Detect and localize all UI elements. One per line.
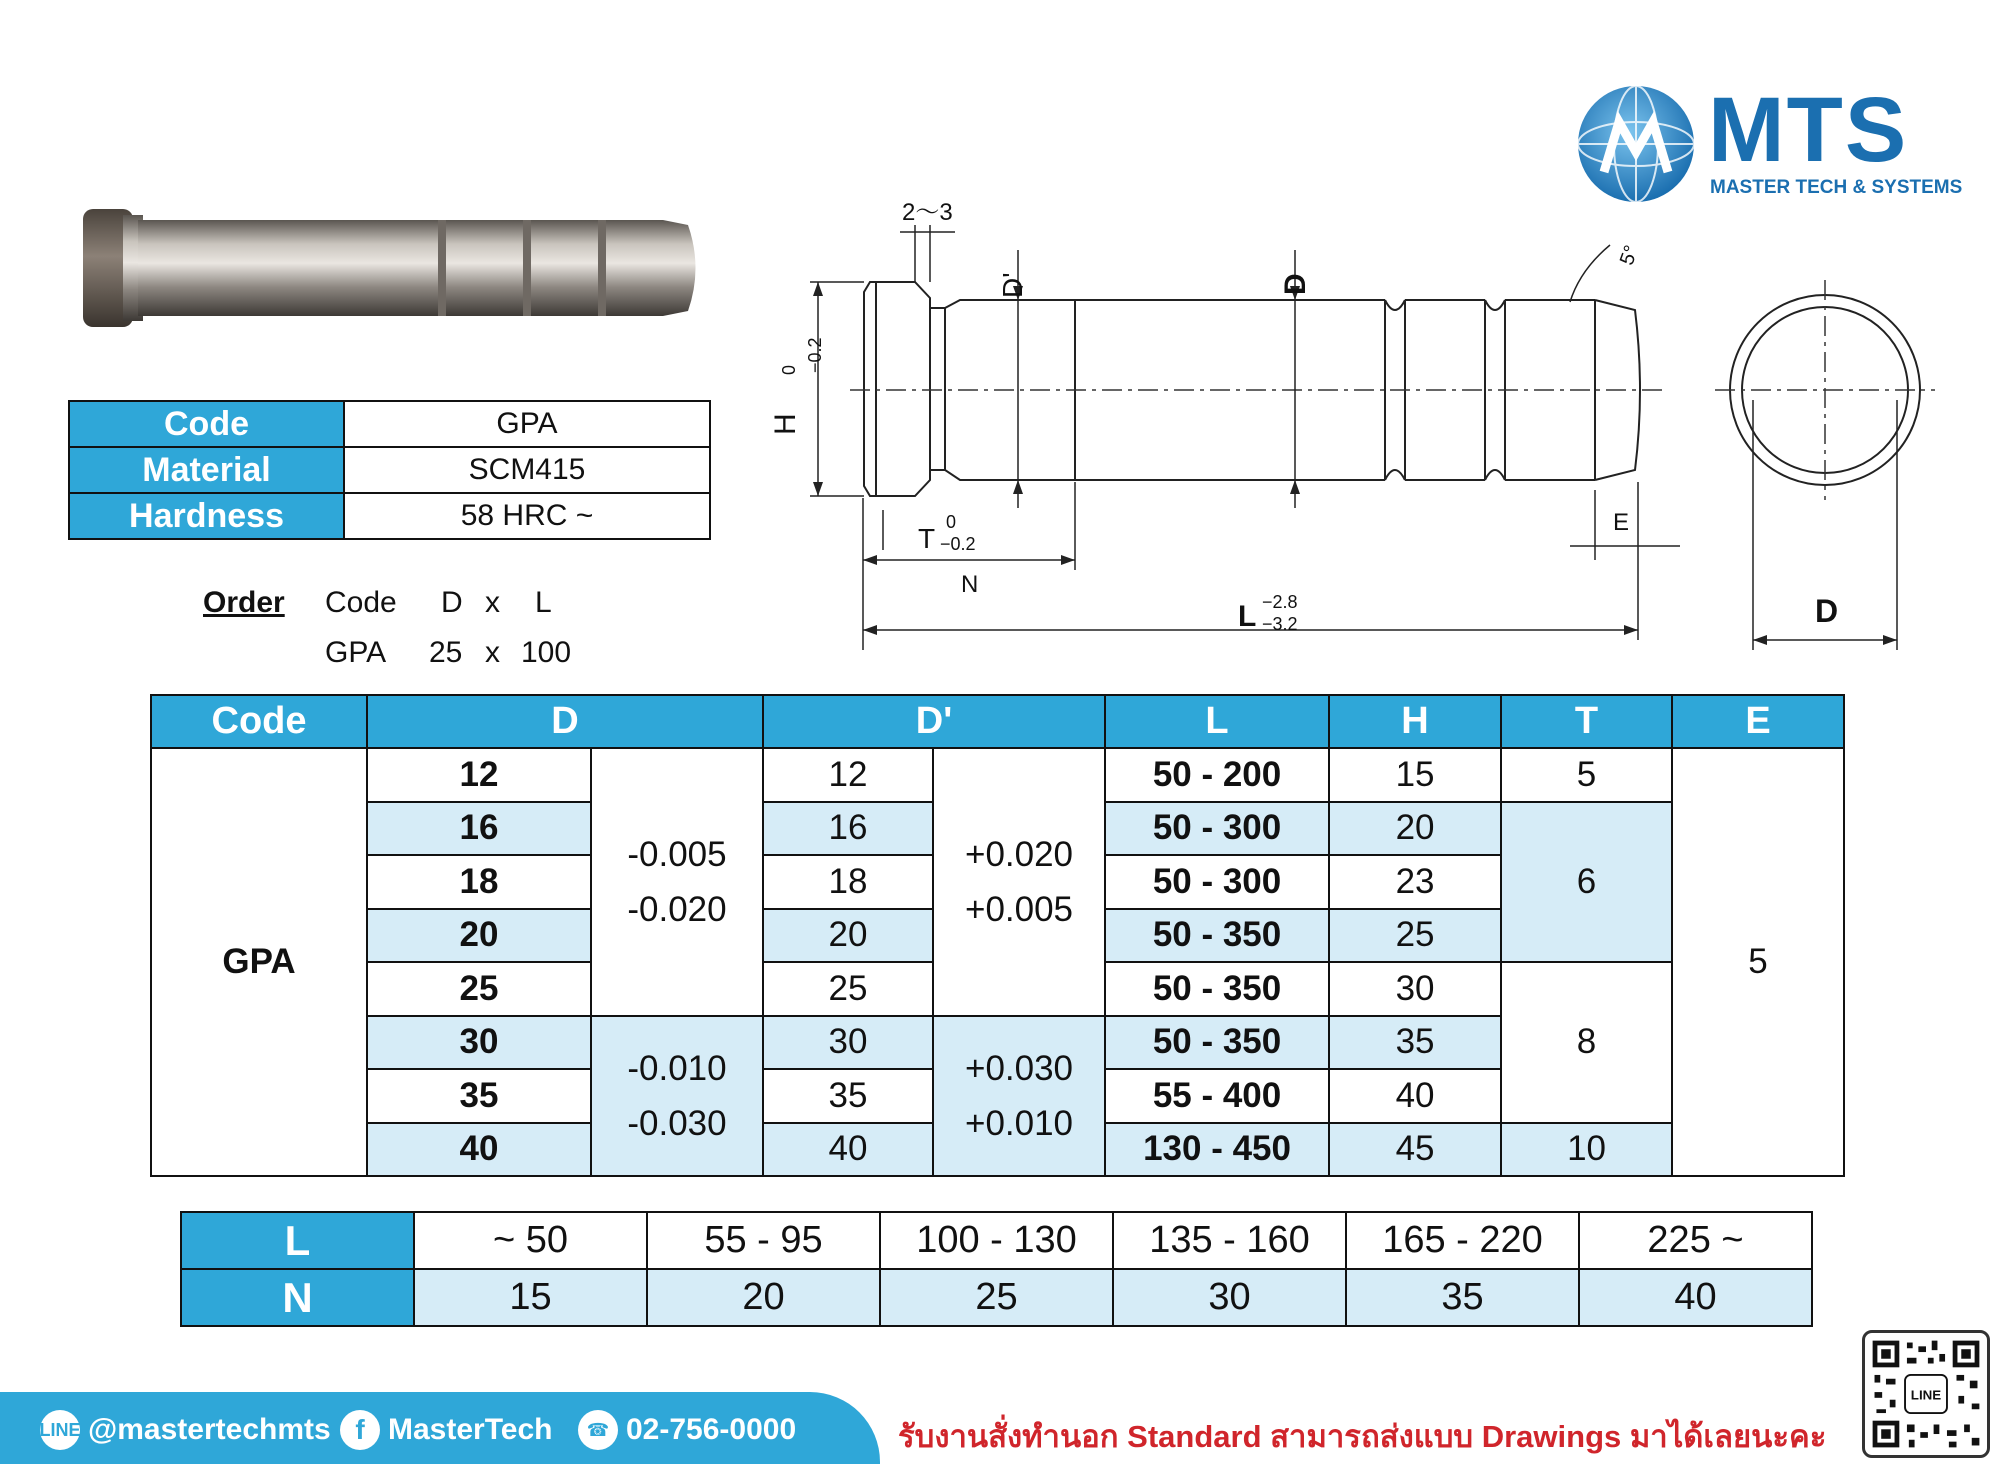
spec-label: Material [69,447,344,493]
d-prime-cell: 16 [763,802,933,856]
order-header-l: L [535,586,552,619]
dim-d-prime: D' [997,272,1028,298]
facebook-name: MasterTech [388,1413,553,1446]
dimension-table [150,694,1845,1177]
dim-h-tol-upper: 0 [779,364,799,375]
line-id: @mastertechmts [88,1413,331,1446]
dim-l: L [1238,600,1257,633]
d2-tol-a-lower: +0.005 [965,889,1074,929]
d-tolerance-b [591,1016,763,1177]
e-cell: 5 [1672,748,1844,1176]
l-value: 100 - 130 [880,1212,1113,1269]
n-value: 25 [880,1269,1113,1326]
spec-row [69,401,710,447]
l-cell: 50 - 300 [1105,855,1329,909]
h-cell: 45 [1329,1123,1501,1177]
dim-l-tol-upper: −2.8 [1262,592,1298,612]
l-label: L [181,1212,414,1269]
technical-drawing [740,190,1950,650]
dim-t: T [918,523,936,554]
d-cell: 30 [367,1016,591,1070]
dim-2-3: 2～3 [902,199,953,226]
t-cell: 6 [1501,802,1672,963]
dim-e: E [1613,509,1630,536]
spec-row [69,447,710,493]
d-cell: 35 [367,1069,591,1123]
dim-t-tol-lower: −0.2 [940,534,976,554]
dim-h: H [769,413,802,435]
spec-table [68,400,711,540]
h-cell: 30 [1329,962,1501,1016]
spec-row [69,493,710,539]
l-cell: 50 - 300 [1105,802,1329,856]
l-value: 165 - 220 [1346,1212,1579,1269]
d2-tol-a-upper: +0.020 [965,834,1074,874]
n-value: 40 [1579,1269,1812,1326]
d-tol-a-upper: -0.005 [627,834,727,874]
h-cell: 20 [1329,802,1501,856]
h-cell: 35 [1329,1016,1501,1070]
footer-facebook-contact[interactable] [340,1410,553,1450]
order-example [203,578,575,678]
dim-n: N [961,571,979,598]
spec-value: 58 HRC ~ [344,493,710,539]
promo-text: รับงานสั่งทำนอก Standard สามารถส่งแบบ Drawings มาได้เลยนะคะ [898,1419,1827,1454]
order-example-d: 25 [429,636,463,669]
d-tol-a-lower: -0.020 [627,889,727,929]
spec-value: SCM415 [344,447,710,493]
n-label: N [181,1269,414,1326]
line-icon: LINE [40,1410,80,1450]
d-prime-cell: 18 [763,855,933,909]
t-cell: 8 [1501,962,1672,1123]
header-e: E [1672,695,1844,748]
qr-code-icon[interactable] [1862,1330,1990,1458]
l-value: ~ 50 [414,1212,647,1269]
l-value: 135 - 160 [1113,1212,1346,1269]
facebook-icon: f [340,1410,380,1450]
dim-d: D [1279,273,1312,295]
n-value: 15 [414,1269,647,1326]
order-example-x: x [485,636,500,669]
header-t: T [1501,695,1672,748]
dim-h-tol-lower: −0.2 [805,337,825,373]
header-d: D [367,695,763,748]
header-d-prime: D' [763,695,1105,748]
d-tolerance-a [591,748,763,1016]
d-tol-b-upper: -0.010 [627,1048,727,1088]
d-tol-b-lower: -0.030 [627,1103,727,1143]
header-code: Code [151,695,367,748]
l-row [181,1212,1812,1269]
mts-logo [1574,79,1964,207]
l-n-table [180,1211,1813,1327]
qr-label: LINE [1910,1387,1942,1403]
order-header-code: Code [325,586,397,619]
guide-pin-photo [78,195,718,340]
h-cell: 23 [1329,855,1501,909]
phone-number: 02-756-0000 [626,1413,797,1446]
l-cell: 50 - 350 [1105,1016,1329,1070]
order-label: Order [203,586,285,619]
spec-label: Code [69,401,344,447]
d-prime-cell: 35 [763,1069,933,1123]
n-value: 20 [647,1269,880,1326]
d-prime-cell: 40 [763,1123,933,1177]
d-prime-cell: 12 [763,748,933,802]
dim-l-tol-lower: −3.2 [1262,614,1298,634]
spec-value: GPA [344,401,710,447]
l-value: 55 - 95 [647,1212,880,1269]
order-example-code: GPA [325,636,387,669]
d-cell: 18 [367,855,591,909]
order-header-d: D [441,586,463,619]
h-cell: 15 [1329,748,1501,802]
globe-logo-icon [1574,82,1699,207]
l-cell: 130 - 450 [1105,1123,1329,1177]
table-row [151,748,1844,802]
table-header-row [151,695,1844,748]
h-cell: 25 [1329,909,1501,963]
end-view-d: D [1815,593,1839,629]
t-cell: 10 [1501,1123,1672,1177]
d-prime-tolerance-a [933,748,1105,1016]
l-cell: 50 - 350 [1105,962,1329,1016]
header-h: H [1329,695,1501,748]
l-value: 225 ~ [1579,1212,1812,1269]
footer-line-contact[interactable] [40,1410,331,1450]
n-row [181,1269,1812,1326]
l-cell: 50 - 200 [1105,748,1329,802]
h-cell: 40 [1329,1069,1501,1123]
t-cell: 5 [1501,748,1672,802]
logo-tagline: MASTER TECH & SYSTEMS [1710,177,1963,198]
dim-t-tol-upper: 0 [946,512,957,532]
l-cell: 55 - 400 [1105,1069,1329,1123]
d-cell: 25 [367,962,591,1016]
logo-wordmark: MTS [1708,79,1909,181]
code-cell: GPA [151,748,367,1176]
d2-tol-b-lower: +0.010 [965,1103,1074,1143]
d-cell: 12 [367,748,591,802]
n-value: 30 [1113,1269,1346,1326]
spec-label: Hardness [69,493,344,539]
d-prime-cell: 30 [763,1016,933,1070]
d-cell: 16 [367,802,591,856]
d2-tol-b-upper: +0.030 [965,1048,1074,1088]
header-l: L [1105,695,1329,748]
d-prime-cell: 25 [763,962,933,1016]
d-prime-tolerance-b [933,1016,1105,1177]
l-cell: 50 - 350 [1105,909,1329,963]
d-cell: 20 [367,909,591,963]
dim-angle: 5° [1615,242,1644,269]
order-header-x: x [485,586,500,619]
d-prime-cell: 20 [763,909,933,963]
d-cell: 40 [367,1123,591,1177]
phone-icon: ☎ [578,1410,618,1450]
order-example-l: 100 [521,636,572,669]
n-value: 35 [1346,1269,1579,1326]
footer-phone-contact[interactable] [578,1410,796,1450]
